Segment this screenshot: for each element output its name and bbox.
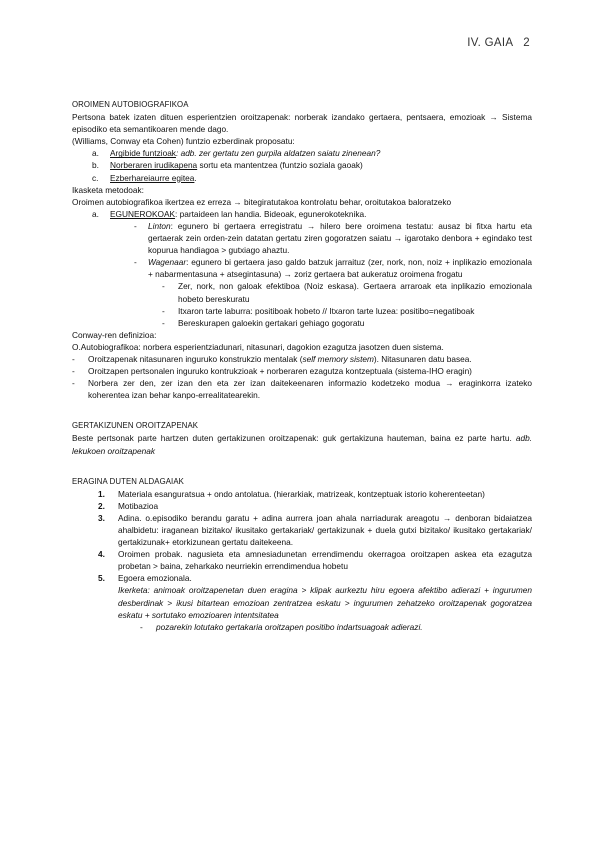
section-label: IV. GAIA — [467, 37, 514, 49]
subitem-text: Zer, nork, non galoak efektiboa (Noiz eskasa). Gertaera arraroak eta inplikazio emozionala hobeto bereskuratu — [178, 281, 532, 304]
gertakizun-definition: Beste pertsonak parte hartzen duten gertakizunen oroitzapenak: guk gertakizuna hauteman, baina ez parte hartu. — [72, 433, 512, 444]
conway-label: Conway-ren definizioa: — [72, 329, 157, 340]
linton-item — [72, 220, 532, 256]
list-marker: b. — [92, 160, 99, 171]
list-marker: - — [72, 353, 75, 364]
ikerketa-text: Ikerketa: animoak oroitzapenetan duen eragina > klipak aurkeztu hiru egoera afektibo adierazi + ingurumen desberdinak > ikusi bitartean emozioan zentratzea eskatu > ingurumen zehatzeko oroitzapenak gogoratzea eskatu + sortutako emozioaren intentsitatea — [118, 585, 532, 620]
conway-definition: O.Autobiografikoa: norbera esperientziadunari, nitasunari, dagokion ezagutza jasotzen duen sistema. — [72, 341, 444, 352]
gertakizun-example: adb. lekukoen oroitzapenak — [72, 433, 532, 456]
author-name: Wagenaar — [148, 257, 187, 268]
author-name: Linton — [148, 220, 171, 231]
list-marker: - — [140, 621, 143, 632]
list-number: 2. — [98, 500, 105, 511]
method-label: EGUNEROKOAK — [110, 208, 176, 219]
page-header — [467, 37, 530, 49]
autobio-functions-intro: (Williams, Conway eta Cohen) funtzio ezberdinak proposatu: — [72, 136, 295, 147]
ikerketa-subitem — [72, 621, 532, 633]
linton-text: : egunero bi gertaera erregistratu → hilero bere oroimena testatu: ausaz bi fitxa hartu eta gertaerak zein orden-zein datatan gertatu ziren gogoratzen saiatu → igarotako denbora + egindako test kopurua handiagoa > gutxiago ahaztu. — [148, 220, 532, 256]
function-item-b — [72, 159, 532, 171]
conway-item — [72, 353, 532, 365]
function-label: Argibide funtzioak — [110, 148, 176, 159]
eragina-text: Motibazioa — [118, 500, 159, 511]
wagenaar-item — [72, 256, 532, 280]
conway-text: ). Nitasunaren datu basea. — [373, 353, 472, 364]
gertakizun-text — [72, 432, 532, 456]
function-item-c — [72, 172, 532, 184]
list-marker: - — [134, 257, 137, 268]
eragina-item — [72, 548, 532, 572]
page-number: 2 — [523, 37, 530, 49]
list-number: 3. — [98, 512, 105, 523]
section-title-gertakizunak: GERTAKIZUNEN OROITZAPENAK — [72, 421, 199, 431]
list-marker: - — [162, 317, 165, 328]
subitem-text: pozarekin lotutako gertakaria oroitzapen positibo indartsuagoak adierazi. — [156, 621, 423, 632]
list-number: 4. — [98, 549, 105, 560]
subitem-text: Bereskurapen galoekin gertakari gehiago gogoratu — [178, 317, 365, 328]
eragina-item — [72, 512, 532, 548]
method-text: : partaideen lan handia. Bideoak, egunerokoteknika. — [175, 208, 367, 219]
function-text: : adb. zer gertatu zen gurpila aldatzen saiatu zinenean? — [175, 148, 381, 159]
methods-intro: Oroimen autobiografikoa ikertzea ez erreza → bitegiratutakoa kontrolatu behar, oroitutakoa baloratzeko — [72, 196, 452, 207]
conway-italic: self memory sistem — [302, 353, 374, 364]
list-marker: - — [72, 366, 75, 377]
conway-text: Norbera zer den, zer izan den eta zer izan daitekeenaren informazio kodetzeko modua → eraginkorra izateko koherentea izan behar kanpo-errealitatearekin. — [88, 378, 532, 401]
wagenaar-subitem — [72, 280, 532, 304]
eragina-text: Materiala esanguratsua + ondo antolatua. (hierarkiak, matrizeak, kontzeptuak istorio koherenteetan) — [118, 488, 485, 499]
list-marker: - — [72, 378, 75, 389]
function-item-a — [72, 147, 532, 159]
function-text: . — [194, 172, 197, 183]
subitem-text: Itxaron tarte laburra: positiboak hobeto // Itxaron tarte luzea: positibo=negatiboak — [178, 305, 475, 316]
function-label: Ezberhareiaurre egitea — [110, 172, 195, 183]
eragina-text: Adina. o.episodiko berandu garatu + adina aurrera joan ahala narriadurak areagotu → denboran bidaiatzea ahalbidetu: iraganean bizitako/ ikusitako gertakariak/ gertakizunak + duela gutxi bizitako/ ikusitako gertakariak/ gertakizunak+ etorkizunean gertatu daitekeena. — [118, 512, 532, 548]
list-marker: - — [162, 281, 165, 292]
function-text: sortu eta mantentzea (funtzio soziala gaoak) — [197, 160, 363, 171]
section-title-eragina: ERAGINA DUTEN ALDAGAIAK — [72, 476, 184, 486]
methods-label: Ikasketa metodoak: — [72, 184, 144, 195]
list-marker: - — [134, 220, 137, 231]
conway-text: Oroitzapen pertsonalen inguruko kontrukzioak + norberaren ezagutza kontzeptuala (sistema-IHO eragin) — [88, 366, 472, 377]
list-number: 1. — [98, 488, 105, 499]
document-body — [72, 99, 532, 633]
wagenaar-text: : egunero bi gertaera jaso galdo batzuk jarraituz (zer, nork, non, noiz + inplikazio emozionala + nabarmentasuna + atsegintasuna) → zoriz gertaera bat aukeratuz oroimena frogatu — [148, 257, 532, 280]
section-title-autobiografikoa: OROIMEN AUTOBIOGRAFIKOA — [72, 100, 189, 109]
list-marker: - — [162, 305, 165, 316]
conway-item — [72, 377, 532, 401]
wagenaar-subitem — [72, 317, 532, 329]
eragina-item — [72, 572, 532, 584]
eragina-text: Oroimen probak. nagusieta eta amnesiadunetan errendimendu okerragoa oroitzapen askea eta ezagutza probetan > baina, zeharkako neurriekin errendimendua hobetu — [118, 549, 532, 572]
function-label: Norberaren irudikapena — [110, 160, 198, 171]
method-egunerokoak — [72, 208, 532, 220]
list-marker: a. — [92, 148, 99, 159]
conway-item — [72, 365, 532, 377]
eragina-text: Egoera emozionala. — [118, 573, 192, 584]
list-number: 5. — [98, 573, 105, 584]
conway-text: Oroitzapenak nitasunaren inguruko konstrukzio mentalak ( — [88, 353, 303, 364]
list-marker: c. — [92, 172, 99, 183]
eragina-item — [72, 488, 532, 500]
wagenaar-subitem — [72, 305, 532, 317]
list-marker: a. — [92, 208, 99, 219]
autobio-definition: Pertsona batek izaten dituen esperientzien oroitzapenak: norberak izandako gertaera, pentsaera, emozioak → Sistema episodiko eta semantikoaren mende dago. — [72, 112, 532, 135]
eragina-item — [72, 500, 532, 512]
